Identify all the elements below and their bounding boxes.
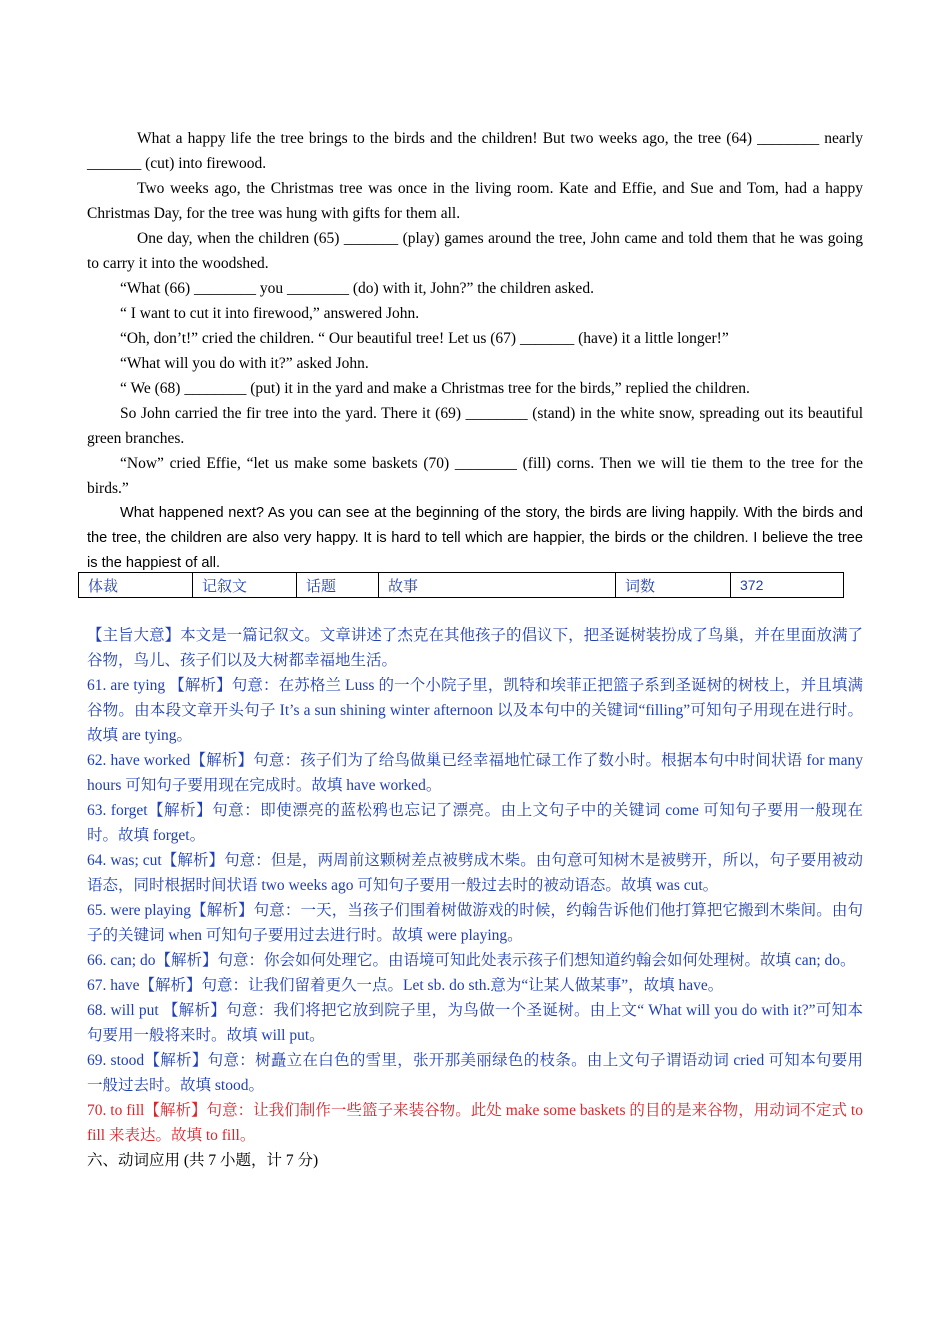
genre-label: 体裁: [79, 573, 193, 598]
word-count-label: 词数: [616, 573, 731, 598]
passage-paragraph: “ I want to cut it into firewood,” answered John.: [120, 305, 420, 322]
passage-paragraph: “What (66) ________ you ________ (do) with it, John?” the children asked.: [120, 280, 594, 297]
answer-note: 63. forget【解析】句意：即使漂亮的蓝松鸦也忘记了漂亮。由上文句子中的关键词 come 可知句子要用一般现在时。故填 forget。: [87, 802, 863, 844]
passage-paragraph: “What will you do with it?” asked John.: [120, 355, 369, 372]
topic-label: 话题: [297, 573, 379, 598]
answer-note: 64. was; cut【解析】句意：但是，两周前这颗树差点被劈成木柴。由句意可知树木是被劈开，所以，句子要用被动语态，同时根据时间状语 two weeks ago 可知句子要用一般过去时的被动语态。故填 was cut。: [87, 852, 863, 894]
answer-note: 61. are tying 【解析】句意：在苏格兰 Luss 的一个小院子里，凯特和埃菲正把篮子系到圣诞树的树枝上，并且填满谷物。由本段文章开头句子 It’s a sun shining winter afternoon 以及本句中的关键词“filling”可知句子用现在进行时。故填 are tying。: [87, 677, 863, 744]
summary-note: 【主旨大意】本文是一篇记叙文。文章讲述了杰克在其他孩子的倡议下，把圣诞树装扮成了鸟巢，并在里面放满了谷物，鸟儿、孩子们以及大树都幸福地生活。: [87, 627, 863, 669]
reading-passage: [87, 126, 863, 576]
passage-paragraph: Two weeks ago, the Christmas tree was once in the living room. Kate and Effie, and Sue and Tom, had a happy Christmas Day, for the tree was hung with gifts for them all.: [87, 180, 863, 222]
answer-note-highlighted: 70. to fill【解析】句意：让我们制作一些篮子来装谷物。此处 make some baskets 的目的是来谷物，用动词不定式 to fill 来表达。故填 to fill。: [87, 1102, 863, 1144]
answer-note: 69. stood【解析】句意：树矗立在白色的雪里，张开那美丽绿色的枝条。由上文句子谓语动词 cried 可知本句要用一般过去时。故填 stood。: [87, 1052, 863, 1094]
section-heading: 六、动词应用 (共 7 小题，计 7 分): [87, 1152, 319, 1169]
answer-notes: [87, 623, 863, 1173]
word-count-value: 372: [731, 573, 844, 598]
passage-paragraph: “Oh, don’t!” cried the children. “ Our beautiful tree! Let us (67) _______ (have) it a little longer!”: [120, 330, 729, 347]
answer-note: 68. will put 【解析】句意：我们将把它放到院子里，为鸟做一个圣诞树。由上文“ What will you do with it?”可知本句要用一般将来时。故填 will put。: [87, 1002, 863, 1044]
passage-paragraph: One day, when the children (65) _______ (play) games around the tree, John came and told them that he was going to carry it into the woodshed.: [87, 230, 863, 272]
passage-paragraph: “Now” cried Effie, “let us make some baskets (70) ________ (fill) corns. Then we will tie them to the tree for the birds.”: [87, 455, 863, 497]
answer-note: 65. were playing【解析】句意：一天，当孩子们围着树做游戏的时候，约翰告诉他们他打算把它搬到木柴间。由句子的关键词 when 可知句子要用过去进行时。故填 were playing。: [87, 902, 863, 944]
answer-note: 62. have worked【解析】句意：孩子们为了给鸟做巢已经幸福地忙碌工作了数小时。根据本句中时间状语 for many hours 可知句子要用现在完成时。故填 have worked。: [87, 752, 863, 794]
answer-note: 67. have【解析】句意：让我们留着更久一点。Let sb. do sth.意为“让某人做某事”，故填 have。: [87, 977, 724, 994]
passage-meta-table: [78, 572, 844, 598]
passage-paragraph: What happened next? As you can see at the beginning of the story, the birds are living happily. With the birds and the tree, the children are also very happy. It is hard to tell which are happier, the birds or the children. I believe the tree is the happiest of all.: [87, 505, 863, 571]
genre-value: 记叙文: [193, 573, 297, 598]
passage-paragraph: So John carried the fir tree into the yard. There it (69) ________ (stand) in the white snow, spreading out its beautiful green branches.: [87, 405, 863, 447]
answer-note: 66. can; do【解析】句意：你会如何处理它。由语境可知此处表示孩子们想知道约翰会如何处理树。故填 can; do。: [87, 952, 856, 969]
topic-value: 故事: [379, 573, 616, 598]
passage-paragraph: What a happy life the tree brings to the birds and the children! But two weeks ago, the tree (64) ________ nearly _______ (cut) into firewood.: [87, 130, 863, 172]
passage-paragraph: “ We (68) ________ (put) it in the yard and make a Christmas tree for the birds,” replied the children.: [120, 380, 750, 397]
